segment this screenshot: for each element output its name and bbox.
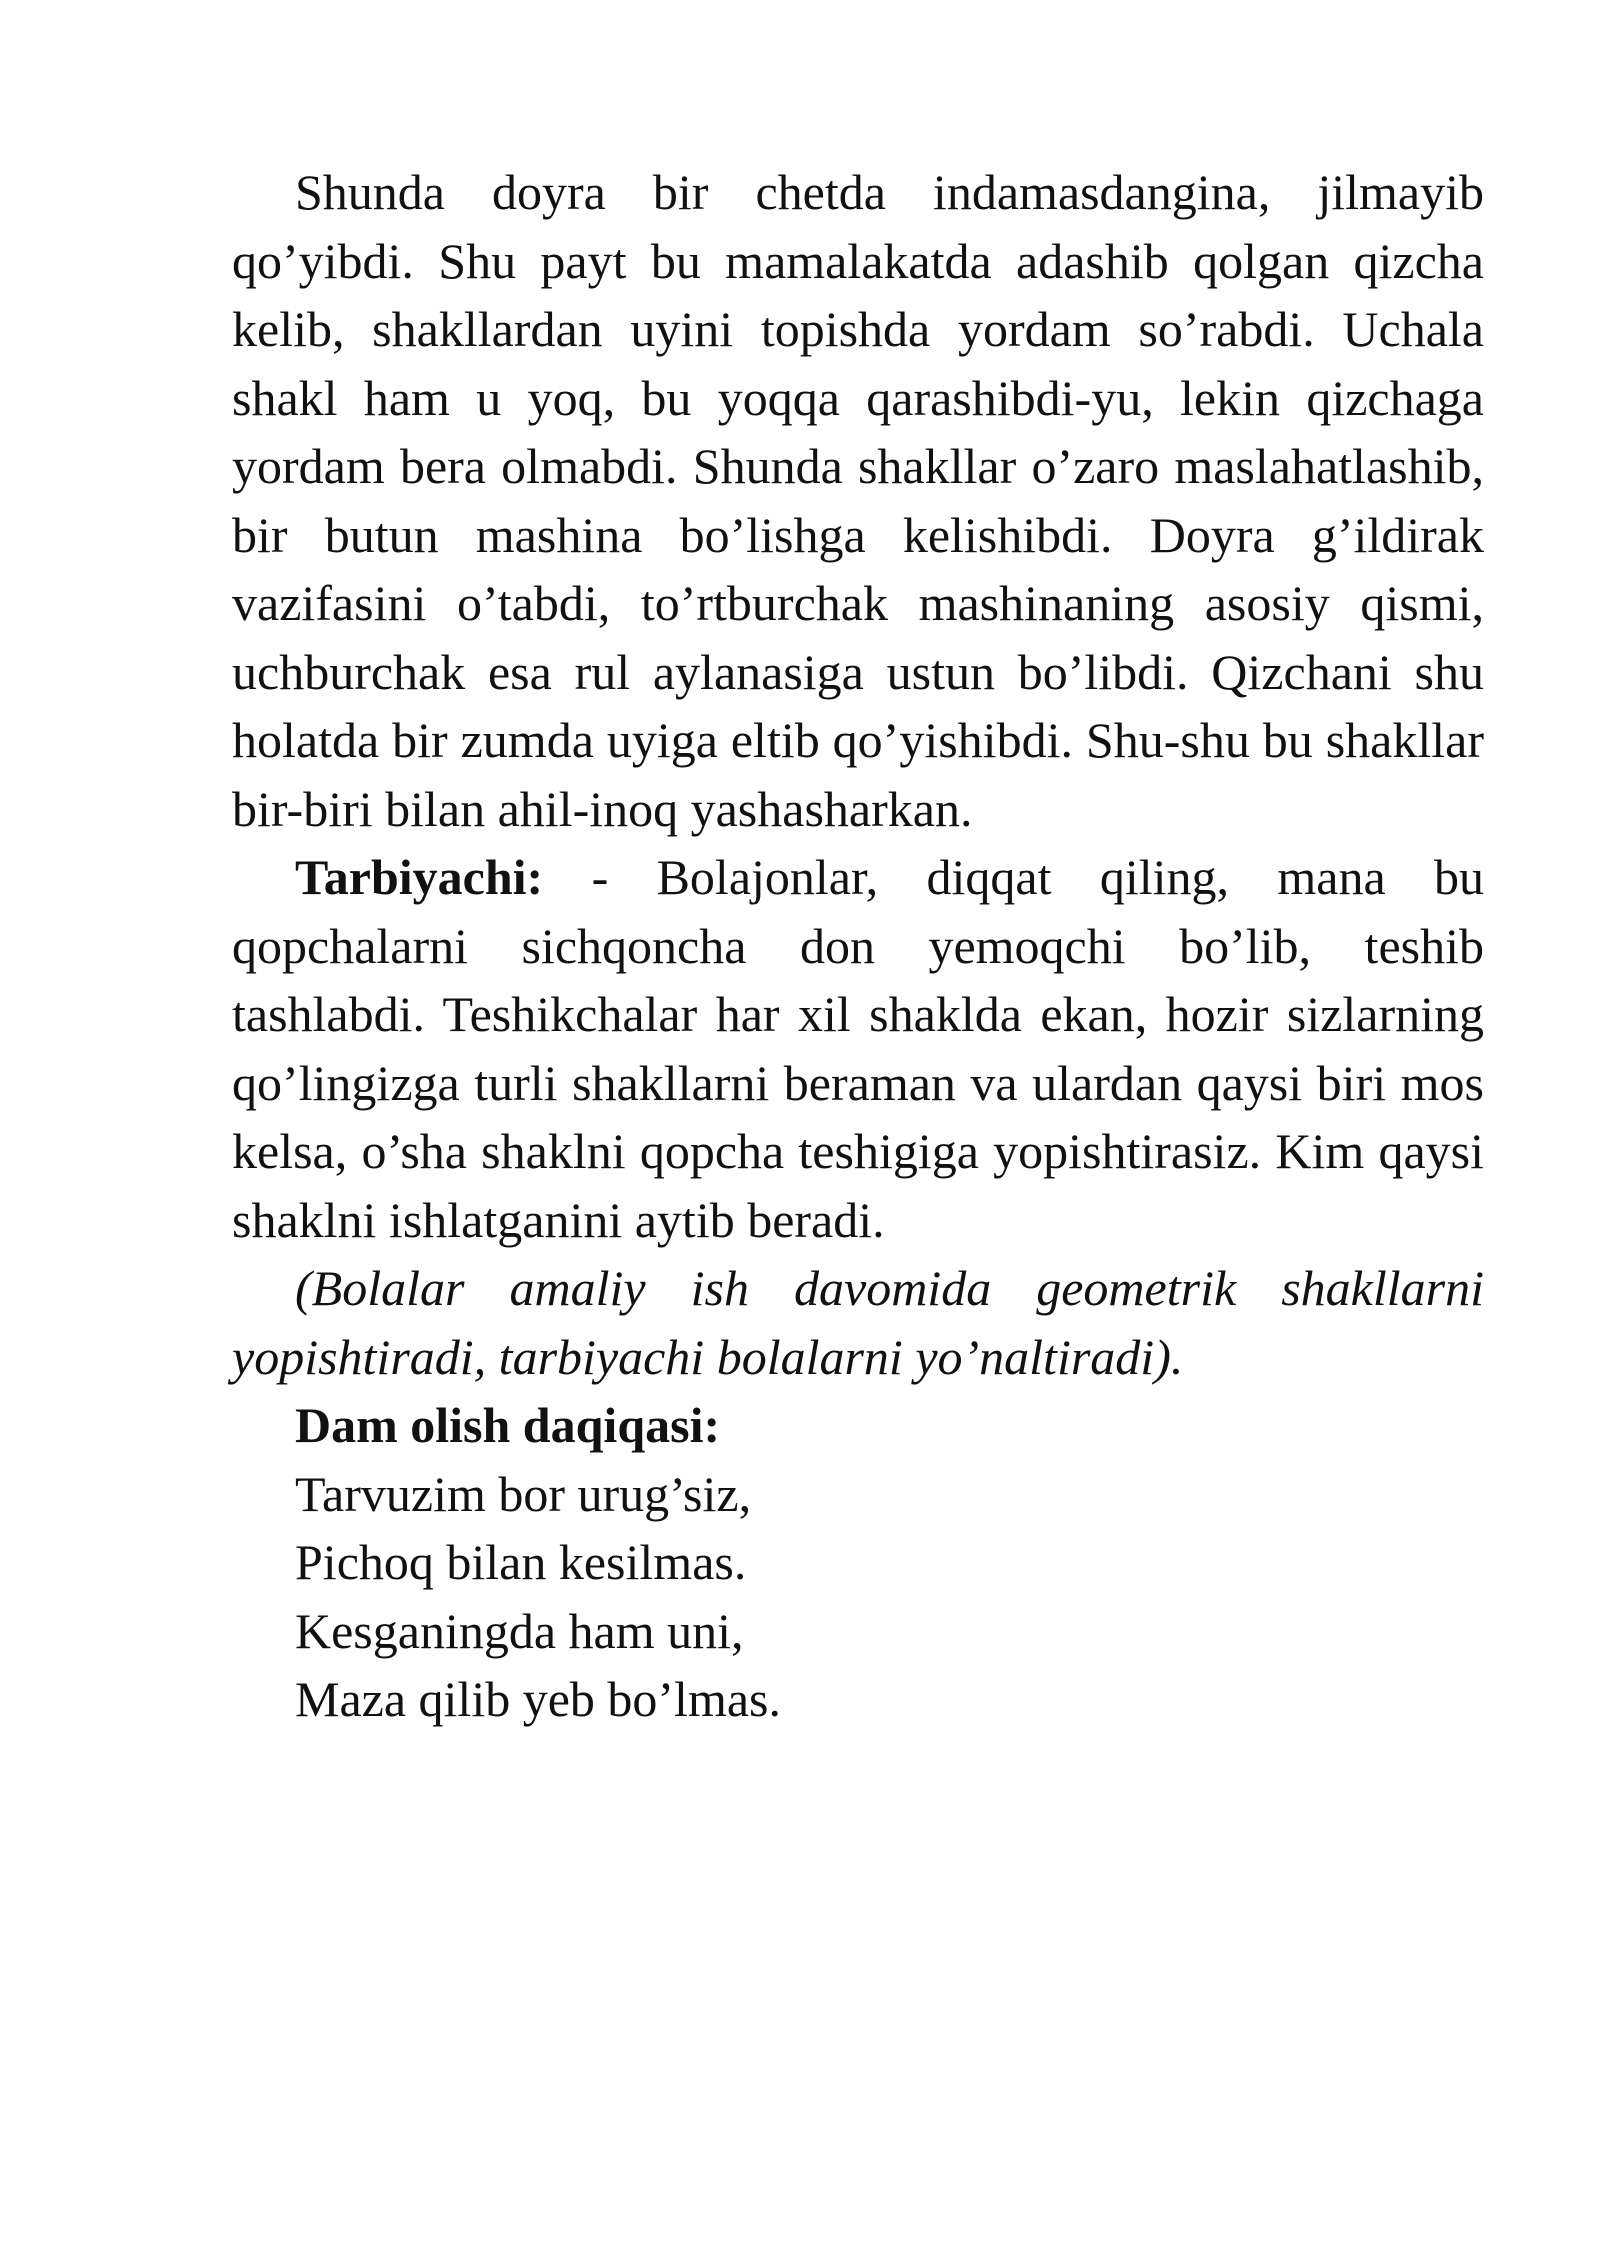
rest-heading: Dam olish daqiqasi: [295,1397,721,1453]
poem [232,1460,1484,1734]
teacher-paragraph [232,843,1484,1254]
poem-line: Tarvuzim bor urug’siz, [295,1465,752,1522]
poem-line: Pichoq bilan kesilmas. [295,1534,747,1590]
poem-line: Maza qilib yeb bo’lmas. [295,1671,781,1727]
activity-note: (Bolalar amaliy ish davomida geometrik shakllarni yopishtiradi, tarbiyachi bolalarni yo’naltiradi). [232,1260,1484,1385]
page-text [232,158,1484,1734]
poem-line: Kesganingda ham uni, [295,1602,744,1659]
teacher-text: - Bolajonlar, diqqat qiling, mana bu qopchalarni sichqoncha don yemoqchi bo’lib, teshib tashlabdi. Teshikchalar har xil shaklda ekan, hozir sizlarning qo’lingizga turli shakllarni beraman va ulardan qaysi biri mos kelsa, o’sha shaklni qopcha teshigiga yopishtirasiz. Kim qaysi shaklni ishlatganini aytib beradi. [232,849,1484,1248]
story-paragraph: Shunda doyra bir chetda indamasdangina, jilmayib qo’yibdi. Shu payt bu mamalakatda adashib qolgan qizcha kelib, shakllardan uyini topishda yordam so’rabdi. Uchala shakl ham u yoq, bu yoqqa qarashibdi-yu, lekin qizchaga yordam bera olmabdi. Shunda shakllar o’zaro maslahatlashib, bir butun mashina bo’lishga kelishibdi. Doyra g’ildirak vazifasini o’tabdi, to’rtburchak mashinaning asosiy qismi, uchburchak esa rul aylanasiga ustun bo’libdi. Qizchani shu holatda bir zumda uyiga eltib qo’yishibdi. Shu-shu bu shakllar bir-biri bilan ahil-inoq yashasharkan. [232,164,1484,837]
teacher-label: Tarbiyachi: [295,849,544,905]
